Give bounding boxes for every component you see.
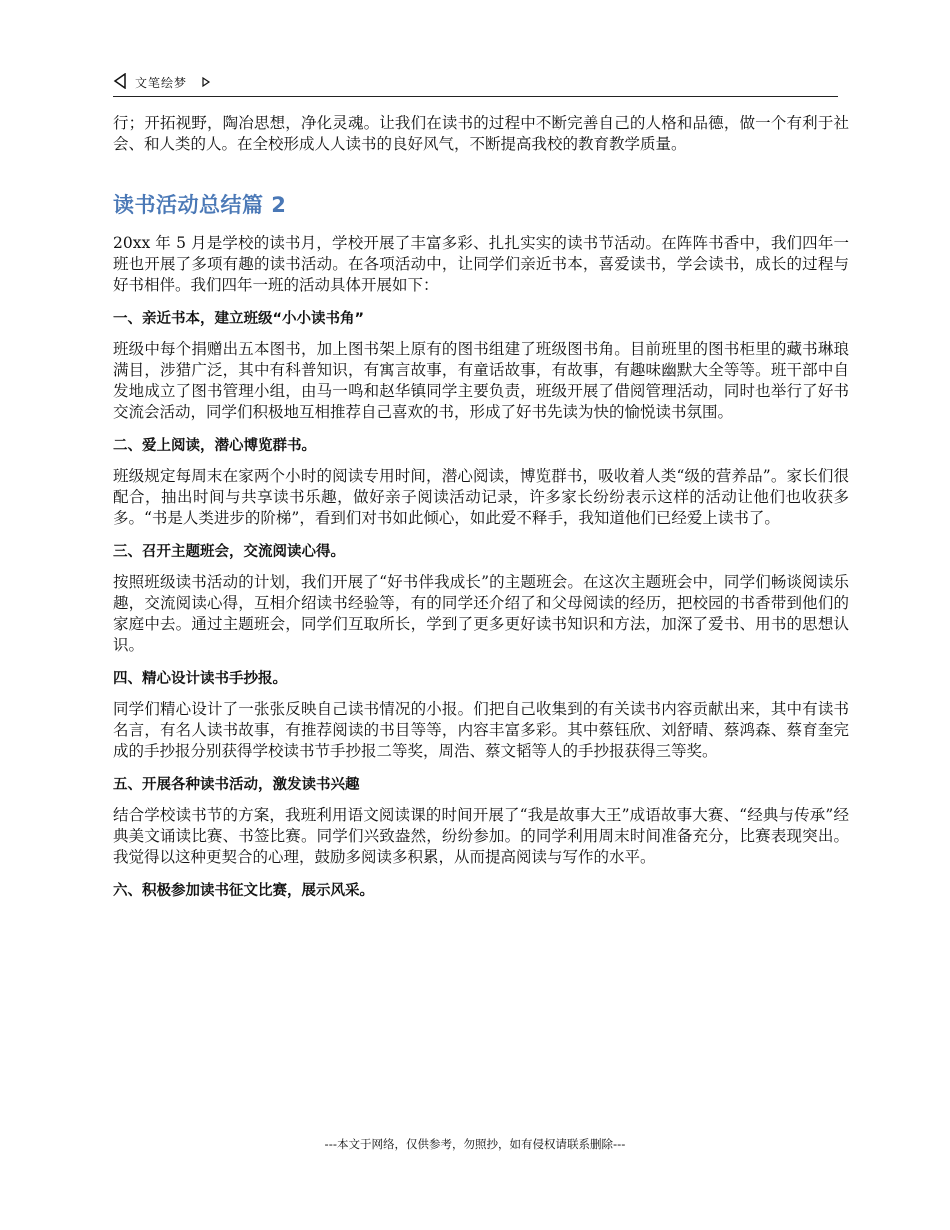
- subsection-text: 按照班级读书活动的计划，我们开展了“好书伴我成长”的主题班会。在这次主题班会中，同学们畅谈阅读乐趣，交流阅读心得，互相介绍读书经验等，有的同学还介绍了和父母阅读的经历，把校园的书香带到他们的家庭中去。通过主题班会，同学们互取所长，学到了更多更好读书知识和方法，加深了爱书、用书的思想认识。: [113, 573, 849, 654]
- section-title: 读书活动总结篇 2: [113, 193, 287, 217]
- subsection-text: 结合学校读书节的方案，我班利用语文阅读课的时间开展了“我是故事大王”成语故事大赛、“经典与传承”经典美文诵读比赛、书签比赛。同学们兴致盎然，纷纷参加。的同学利用周末时间准备充分，比赛表现突出。我觉得以这种更契合的心理，鼓励多阅读多积累，从而提高阅读与写作的水平。: [113, 806, 849, 866]
- subsection-text: 班级中每个捐赠出五本图书，加上图书架上原有的图书组建了班级图书角。目前班里的图书柜里的藏书琳琅满目，涉猎广泛，其中有科普知识，有寓言故事，有童话故事，有故事，有趣味幽默大全等等。班干部中自发地成立了图书管理小组，由马一鸣和赵华镇同学主要负责，班级开展了借阅管理活动，同时也举行了好书交流会活动，同学们积极地互相推荐自己喜欢的书，形成了好书先读为快的愉悦读书氛围。: [113, 340, 849, 421]
- subsection-heading: 三、召开主题班会，交流阅读心得。: [113, 544, 345, 560]
- subsection-heading: 五、开展各种读书活动，激发读书兴趣: [113, 777, 360, 793]
- document-body: [113, 113, 849, 911]
- header-title: 文笔绘梦: [135, 76, 188, 90]
- subsection-heading: 二、爱上阅读，潜心博览群书。: [113, 438, 316, 454]
- subsection-text: 班级规定每周末在家两个小时的阅读专用时间，潜心阅读，博览群书，吸收着人类“级的营养品”。家长们很配合，抽出时间与共享读书乐趣，做好亲子阅读活动记录，许多家长纷纷表示这样的活动让他们也收获多多。“书是人类进步的阶梯”，看到们对书如此倾心，如此爱不释手，我知道他们已经爱上读书了。: [113, 467, 849, 527]
- lead-paragraph: 20xx 年 5 月是学校的读书月，学校开展了丰富多彩、扎扎实实的读书节活动。在阵阵书香中，我们四年一班也开展了多项有趣的读书活动。在各项活动中，让同学们亲近书本，喜爱读书，学会读书，成长的过程与好书相伴。我们四年一班的活动具体开展如下：: [113, 234, 849, 294]
- triangle-left-icon: [113, 73, 127, 93]
- page-footer: ---本文于网络，仅供参考，勿照抄，如有侵权请联系删除---: [324, 1137, 626, 1151]
- triangle-right-icon: [201, 73, 211, 92]
- subsection-heading: 四、精心设计读书手抄报。: [113, 671, 287, 687]
- page-header: [113, 70, 838, 97]
- subsection-heading: 一、亲近书本，建立班级“小小读书角”: [113, 311, 365, 327]
- subsection-heading: 六、积极参加读书征文比赛，展示风采。: [113, 883, 374, 899]
- intro-paragraph: 行；开拓视野，陶冶思想，净化灵魂。让我们在读书的过程中不断完善自己的人格和品德，做一个有利于社会、和人类的人。在全校形成人人读书的良好风气，不断提高我校的教育教学质量。: [113, 114, 849, 153]
- subsection-text: 同学们精心设计了一张张反映自己读书情况的小报。们把自己收集到的有关读书内容贡献出来，其中有读书名言，有名人读书故事，有推荐阅读的书目等等，内容丰富多彩。其中蔡钰欣、刘舒晴、蔡鸿森、蔡育奎完成的手抄报分别获得学校读书节手抄报二等奖，周浩、蔡文韬等人的手抄报获得三等奖。: [113, 700, 849, 760]
